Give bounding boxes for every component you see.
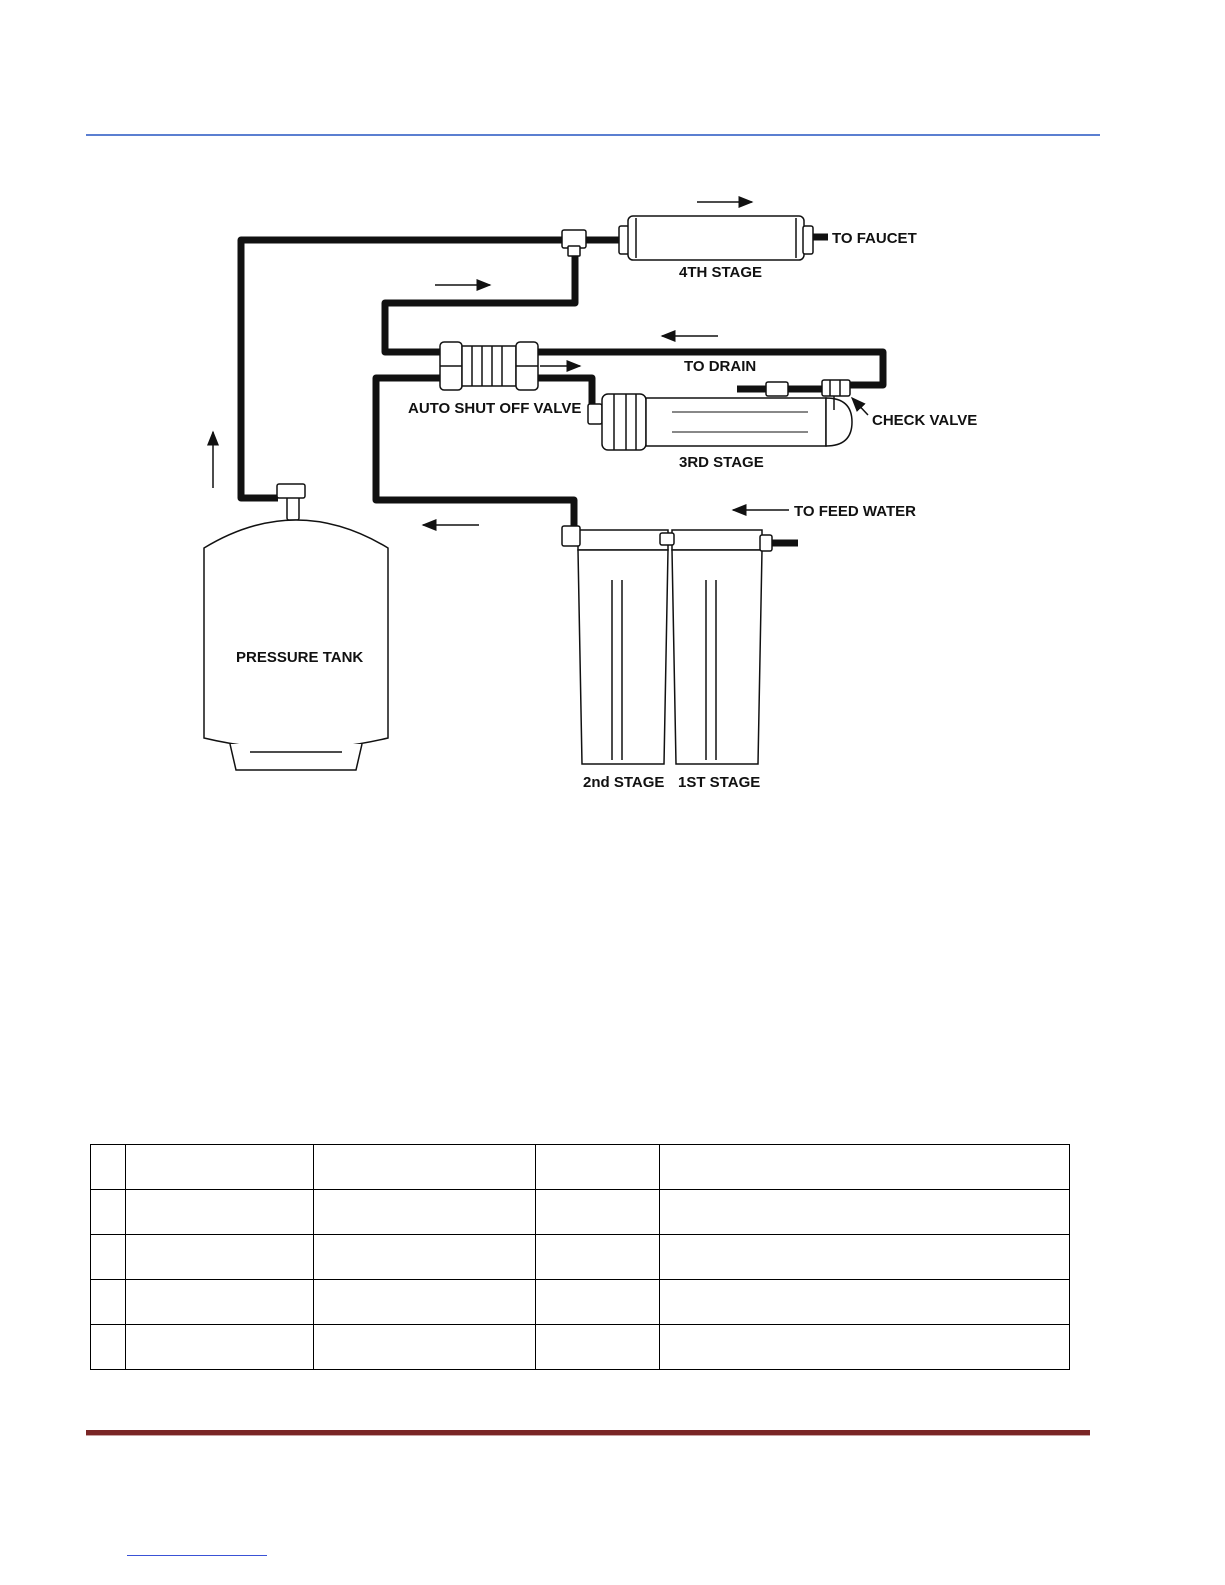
table-row <box>91 1190 1070 1235</box>
table-cell <box>313 1280 535 1325</box>
table-cell <box>660 1280 1070 1325</box>
table-cell <box>125 1325 313 1370</box>
label-stage2: 2nd STAGE <box>583 774 665 791</box>
label-check-valve: CHECK VALVE <box>872 412 978 429</box>
table-cell <box>91 1325 126 1370</box>
table-cell <box>91 1145 126 1190</box>
table-cell <box>535 1190 660 1235</box>
table-cell <box>535 1235 660 1280</box>
table-row <box>91 1145 1070 1190</box>
pressure-tank <box>204 484 388 770</box>
table-cell <box>91 1235 126 1280</box>
label-to-feed-water: TO FEED WATER <box>794 503 916 520</box>
label-pressure-tank: PRESSURE TANK <box>236 649 364 666</box>
table-cell <box>125 1145 313 1190</box>
table-cell <box>313 1190 535 1235</box>
tube-tee-to-valve <box>385 244 575 352</box>
label-auto-shut-off-valve: AUTO SHUT OFF VALVE <box>408 400 582 417</box>
arrow-pointer-icon <box>852 398 868 415</box>
table-cell <box>91 1280 126 1325</box>
label-stage1: 1ST STAGE <box>678 774 761 791</box>
table-cell <box>535 1280 660 1325</box>
table-cell <box>660 1235 1070 1280</box>
footer-link-underline[interactable] <box>127 1555 267 1556</box>
table-cell <box>125 1280 313 1325</box>
table-row <box>91 1325 1070 1370</box>
stage3-membrane <box>588 394 852 450</box>
tee-fitting-icon <box>562 230 586 256</box>
footer-rule <box>86 1430 1090 1436</box>
table-cell <box>125 1235 313 1280</box>
table-cell <box>535 1145 660 1190</box>
table-cell <box>125 1190 313 1235</box>
table-cell <box>660 1325 1070 1370</box>
stage4-filter <box>619 216 813 260</box>
table-cell <box>535 1325 660 1370</box>
table-cell <box>91 1190 126 1235</box>
table-row <box>91 1280 1070 1325</box>
table-cell <box>313 1145 535 1190</box>
table-row <box>91 1235 1070 1280</box>
stage1-canister <box>672 530 762 764</box>
label-to-faucet: TO FAUCET <box>832 230 917 247</box>
label-stage4: 4TH STAGE <box>679 264 763 281</box>
table-cell <box>313 1235 535 1280</box>
empty-table <box>90 1144 1070 1370</box>
table-cell <box>660 1190 1070 1235</box>
auto-shut-off-valve <box>440 342 538 390</box>
label-to-drain: TO DRAIN <box>684 358 757 375</box>
table-cell <box>660 1145 1070 1190</box>
label-stage3: 3RD STAGE <box>679 454 764 471</box>
stage2-canister <box>578 530 668 764</box>
table-cell <box>313 1325 535 1370</box>
